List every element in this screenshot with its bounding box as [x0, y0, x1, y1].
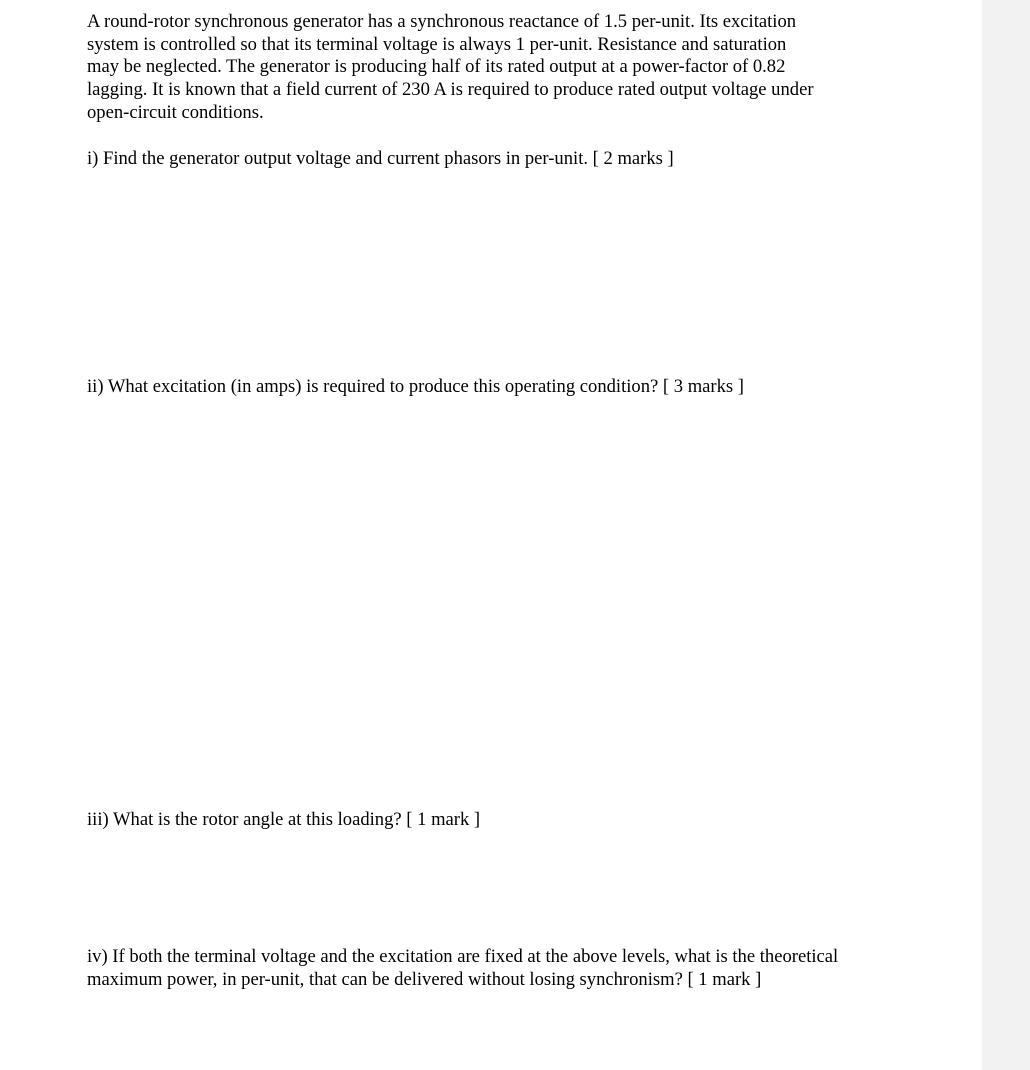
question-line: ii) What excitation (in amps) is required to produce this operating condition? [ 3 marks ] — [87, 376, 744, 397]
question-4 — [87, 946, 838, 991]
problem-statement — [87, 11, 887, 125]
question-line: maximum power, in per-unit, that can be delivered without losing synchronism? [ 1 mark ] — [87, 968, 762, 990]
problem-statement-line: may be neglected. The generator is producing half of its rated output at a power-factor of 0.82 — [87, 56, 786, 78]
problem-statement-line: open-circuit conditions. — [87, 101, 264, 123]
question-1 — [87, 148, 674, 171]
question-2 — [87, 376, 744, 399]
problem-statement-line: lagging. It is known that a field current of 230 A is required to produce rated output voltage under — [87, 79, 814, 101]
question-line: i) Find the generator output voltage and current phasors in per-unit. [ 2 marks ] — [87, 148, 674, 169]
question-line: iv) If both the terminal voltage and the excitation are fixed at the above levels, what is the theoretical — [87, 946, 839, 967]
question-3 — [87, 809, 480, 832]
question-line: iii) What is the rotor angle at this loading? [ 1 mark ] — [87, 809, 481, 830]
problem-statement-line: system is controlled so that its terminal voltage is always 1 per-unit. Resistance and saturation — [87, 33, 787, 55]
side-panel — [982, 0, 1030, 1070]
problem-statement-line: A round-rotor synchronous generator has a synchronous reactance of 1.5 per-unit. Its excitation — [87, 11, 797, 32]
